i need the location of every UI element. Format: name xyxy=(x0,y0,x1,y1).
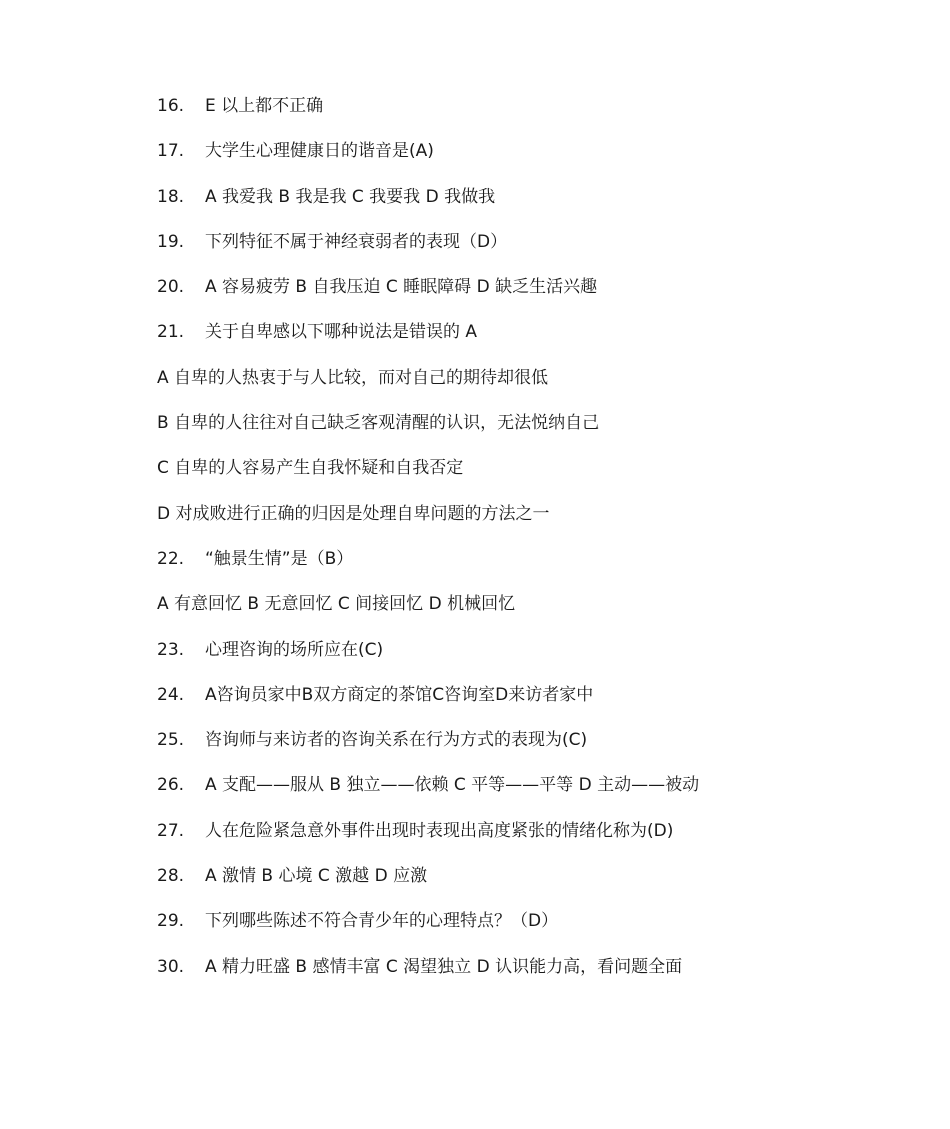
line-text: “触景生情”是（B） xyxy=(205,548,354,569)
line-number: 25. xyxy=(157,730,185,751)
line-text: 下列特征不属于神经衰弱者的表现（D） xyxy=(205,231,508,252)
line-number: 21. xyxy=(157,322,185,343)
text-line xyxy=(157,275,917,320)
line-number: 17. xyxy=(157,141,185,162)
text-line xyxy=(157,139,917,184)
line-text: 人在危险紧急意外事件出现时表现出高度紧张的情绪化称为(D) xyxy=(205,820,674,841)
text-line xyxy=(157,819,917,864)
text-line xyxy=(157,547,917,592)
line-number: 19. xyxy=(157,231,185,252)
text-line xyxy=(157,320,917,365)
line-number: 18. xyxy=(157,186,185,207)
line-text: 心理咨询的场所应在(C) xyxy=(205,639,384,660)
text-line xyxy=(157,728,917,773)
line-number: 22. xyxy=(157,548,185,569)
text-line xyxy=(157,230,917,275)
text-line xyxy=(157,94,917,139)
line-number: 28. xyxy=(157,866,185,887)
line-number: 27. xyxy=(157,820,185,841)
text-line xyxy=(157,185,917,230)
text-line xyxy=(157,683,917,728)
line-text: C 自卑的人容易产生自我怀疑和自我否定 xyxy=(157,458,464,479)
text-line xyxy=(157,638,917,683)
text-line xyxy=(157,366,917,411)
line-text: D 对成败进行正确的归因是处理自卑问题的方法之一 xyxy=(157,503,550,524)
text-line xyxy=(157,955,917,1000)
line-text: E 以上都不正确 xyxy=(205,96,324,116)
line-text: A 激情 B 心境 C 激越 D 应激 xyxy=(205,866,428,887)
text-line xyxy=(157,502,917,547)
line-text: A 自卑的人热衷于与人比较，而对自己的期待却很低 xyxy=(157,367,549,388)
line-number: 16. xyxy=(157,96,185,116)
line-number: 29. xyxy=(157,911,185,932)
line-text: A 支配——服从 B 独立——依赖 C 平等——平等 D 主动——被动 xyxy=(205,775,700,796)
line-number: 20. xyxy=(157,277,185,298)
text-line xyxy=(157,909,917,954)
line-text: A 有意回忆 B 无意回忆 C 间接回忆 D 机械回忆 xyxy=(157,594,516,615)
line-text: A咨询员家中B双方商定的茶馆C咨询室D来访者家中 xyxy=(205,684,594,705)
line-text: 咨询师与来访者的咨询关系在行为方式的表现为(C) xyxy=(205,730,588,751)
line-text: A 容易疲劳 B 自我压迫 C 睡眠障碍 D 缺乏生活兴趣 xyxy=(205,277,598,298)
line-number: 30. xyxy=(157,956,185,977)
line-text: 关于自卑感以下哪种说法是错误的 A xyxy=(205,322,478,343)
text-line xyxy=(157,456,917,501)
line-number: 26. xyxy=(157,775,185,796)
text-line xyxy=(157,592,917,637)
line-text: 下列哪些陈述不符合青少年的心理特点？（D） xyxy=(205,911,559,932)
line-text: 大学生心理健康日的谐音是(A) xyxy=(205,141,434,162)
text-line xyxy=(157,773,917,818)
line-text: A 我爱我 B 我是我 C 我要我 D 我做我 xyxy=(205,186,496,207)
line-text: B 自卑的人往往对自己缺乏客观清醒的认识，无法悦纳自己 xyxy=(157,413,600,434)
text-line xyxy=(157,411,917,456)
line-number: 24. xyxy=(157,684,185,705)
line-text: A 精力旺盛 B 感情丰富 C 渴望独立 D 认识能力高，看问题全面 xyxy=(205,956,683,977)
text-line xyxy=(157,864,917,909)
line-number: 23. xyxy=(157,639,185,660)
question-list xyxy=(157,94,917,1000)
